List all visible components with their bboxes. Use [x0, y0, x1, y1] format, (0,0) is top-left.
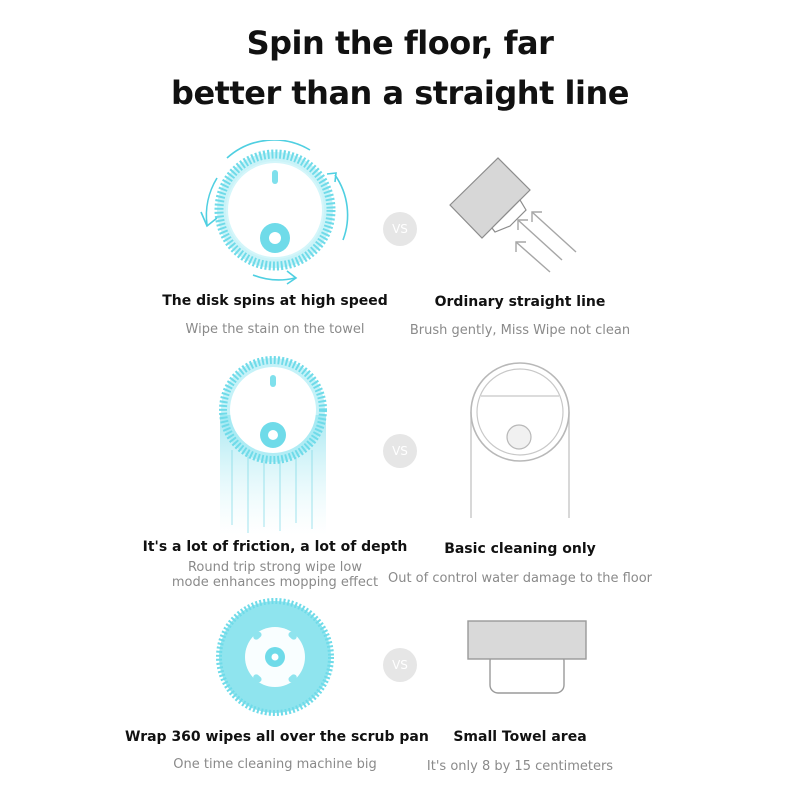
row2-left-subtitle-line-2: mode enhances mopping effect	[171, 575, 379, 590]
row1-left-title: The disk spins at high speed	[162, 293, 388, 309]
row1-right-title: Ordinary straight line	[434, 294, 606, 310]
row2-right-subtitle-line: Out of control water damage to the floor	[387, 571, 653, 586]
row3-left-title: Wrap 360 wipes all over the scrub pan	[125, 729, 429, 745]
row3-right-subtitle-line: It's only 8 by 15 centimeters	[426, 759, 614, 774]
vs-badge-3: VS	[383, 648, 417, 682]
row1-right-subtitle	[370, 323, 670, 338]
row2-left-title: It's a lot of friction, a lot of depth	[142, 539, 408, 555]
row2-left-subtitle-line-1: Round trip strong wipe low	[187, 560, 363, 575]
full-scrub-pan-icon	[215, 597, 335, 717]
row3-right-subtitle	[370, 759, 670, 774]
row1-right-subtitle-line: Brush gently, Miss Wipe not clean	[409, 323, 631, 338]
headline-line-1: Spin the floor, far	[246, 24, 554, 62]
straight-line-brush-icon	[440, 150, 580, 275]
row1-left-subtitle-line: Wipe the stain on the towel	[185, 322, 365, 337]
headline-line-2: better than a straight line	[171, 74, 629, 112]
basic-robot-outline-icon	[465, 362, 575, 522]
vs-badge-1: VS	[383, 212, 417, 246]
row3-left-subtitle-line: One time cleaning machine big	[173, 757, 377, 772]
spinning-disk-icon	[195, 140, 365, 290]
row2-right-subtitle	[370, 571, 670, 586]
vs-badge-2: VS	[383, 434, 417, 468]
row2-right-title: Basic cleaning only	[444, 541, 596, 557]
row3-right-title: Small Towel area	[453, 729, 587, 745]
small-towel-icon	[460, 615, 590, 700]
friction-trail-icon	[210, 355, 340, 535]
